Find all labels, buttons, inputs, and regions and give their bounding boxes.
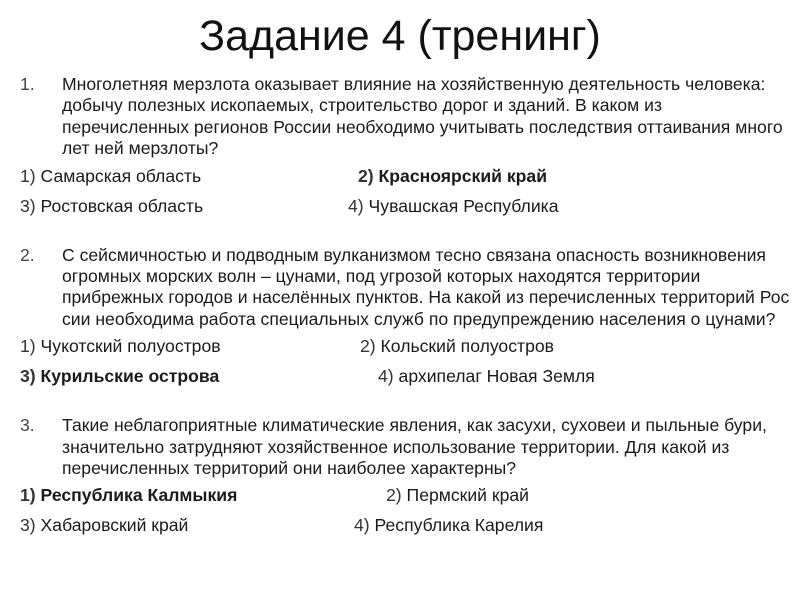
question-body: С сейсмичностью и подводным вулканизмом тесно связана опасность возникновения огромных морских волн – цунами, под угрозой которых находятся территории прибрежных городов и населённых пунктов. На какой из перечисленных территорий Рос сии необходима работа специальных служб по предупреждению населения о цунами? bbox=[62, 244, 790, 329]
answer-option bbox=[348, 196, 559, 217]
answer-option bbox=[354, 515, 543, 536]
answer-label: Самарская область bbox=[40, 165, 202, 186]
answer-label: Хабаровский край bbox=[40, 515, 189, 536]
answer-number: 2) bbox=[386, 485, 402, 506]
question-text bbox=[20, 245, 790, 331]
answer-option-correct bbox=[20, 366, 219, 387]
answer-row bbox=[20, 166, 790, 192]
answer-number: 2) bbox=[358, 165, 374, 186]
answer-number: 2) bbox=[360, 336, 376, 357]
answer-label: Республика Карелия bbox=[374, 515, 544, 536]
slide-title: Задание 4 (тренинг) bbox=[199, 12, 601, 60]
answer-row bbox=[20, 485, 790, 511]
spacer bbox=[20, 222, 790, 245]
answer-number: 1) bbox=[20, 485, 36, 506]
answer-number: 3) bbox=[20, 195, 36, 216]
spacer bbox=[20, 392, 790, 415]
question-body: Многолетняя мерзлота оказывает влияние на хозяйственную деятельность человека: добычу полезных ископаемых, строительство дорог и зданий. В каком из перечисленных регионов России необходимо учитывать последствия оттаивания много лет ней мерзлоты? bbox=[62, 74, 783, 159]
question-3 bbox=[20, 415, 790, 541]
answer-option bbox=[360, 336, 554, 357]
answer-number: 3) bbox=[20, 366, 36, 387]
question-1 bbox=[20, 74, 790, 222]
task-list bbox=[20, 74, 790, 541]
answer-option bbox=[20, 515, 188, 536]
answer-number: 4) bbox=[354, 515, 370, 536]
answer-number: 1) bbox=[20, 165, 36, 186]
question-number: 1. bbox=[20, 74, 35, 94]
question-body: Такие неблагоприятные климатические явления, как засухи, суховеи и пыльные бури, значительно затрудняют хозяйственное использование территории. Для какой из перечисленных территорий они наиболее характерны? bbox=[62, 415, 767, 479]
answer-option-correct bbox=[358, 166, 547, 187]
answer-option bbox=[20, 336, 221, 357]
answer-label: Чувашская Республика bbox=[368, 195, 559, 216]
answer-row bbox=[20, 336, 790, 362]
answer-label: Красноярский край bbox=[378, 165, 548, 186]
answer-row bbox=[20, 196, 790, 222]
answer-label: Чукотский полуостров bbox=[40, 336, 221, 357]
question-2 bbox=[20, 245, 790, 393]
answer-option bbox=[20, 196, 203, 217]
answer-option bbox=[378, 366, 595, 387]
question-number: 3. bbox=[20, 415, 35, 436]
answer-label: Курильские острова bbox=[40, 366, 220, 387]
question-text bbox=[20, 74, 790, 160]
answer-number: 4) bbox=[348, 195, 364, 216]
answer-label: Кольский полуостров bbox=[380, 336, 554, 357]
question-number: 2. bbox=[20, 244, 35, 265]
answer-option bbox=[386, 485, 529, 506]
answer-label: Пермский край bbox=[406, 485, 529, 506]
answer-label: Республика Калмыкия bbox=[40, 485, 238, 506]
answer-row bbox=[20, 515, 790, 541]
answer-row bbox=[20, 366, 790, 392]
answer-number: 1) bbox=[20, 336, 36, 357]
answer-option-correct bbox=[20, 485, 237, 506]
answer-label: Ростовская область bbox=[40, 195, 204, 216]
answer-label: архипелаг Новая Земля bbox=[398, 366, 595, 387]
question-text bbox=[20, 415, 790, 479]
answer-option bbox=[20, 166, 201, 187]
answer-number: 3) bbox=[20, 515, 36, 536]
answer-number: 4) bbox=[378, 366, 394, 387]
